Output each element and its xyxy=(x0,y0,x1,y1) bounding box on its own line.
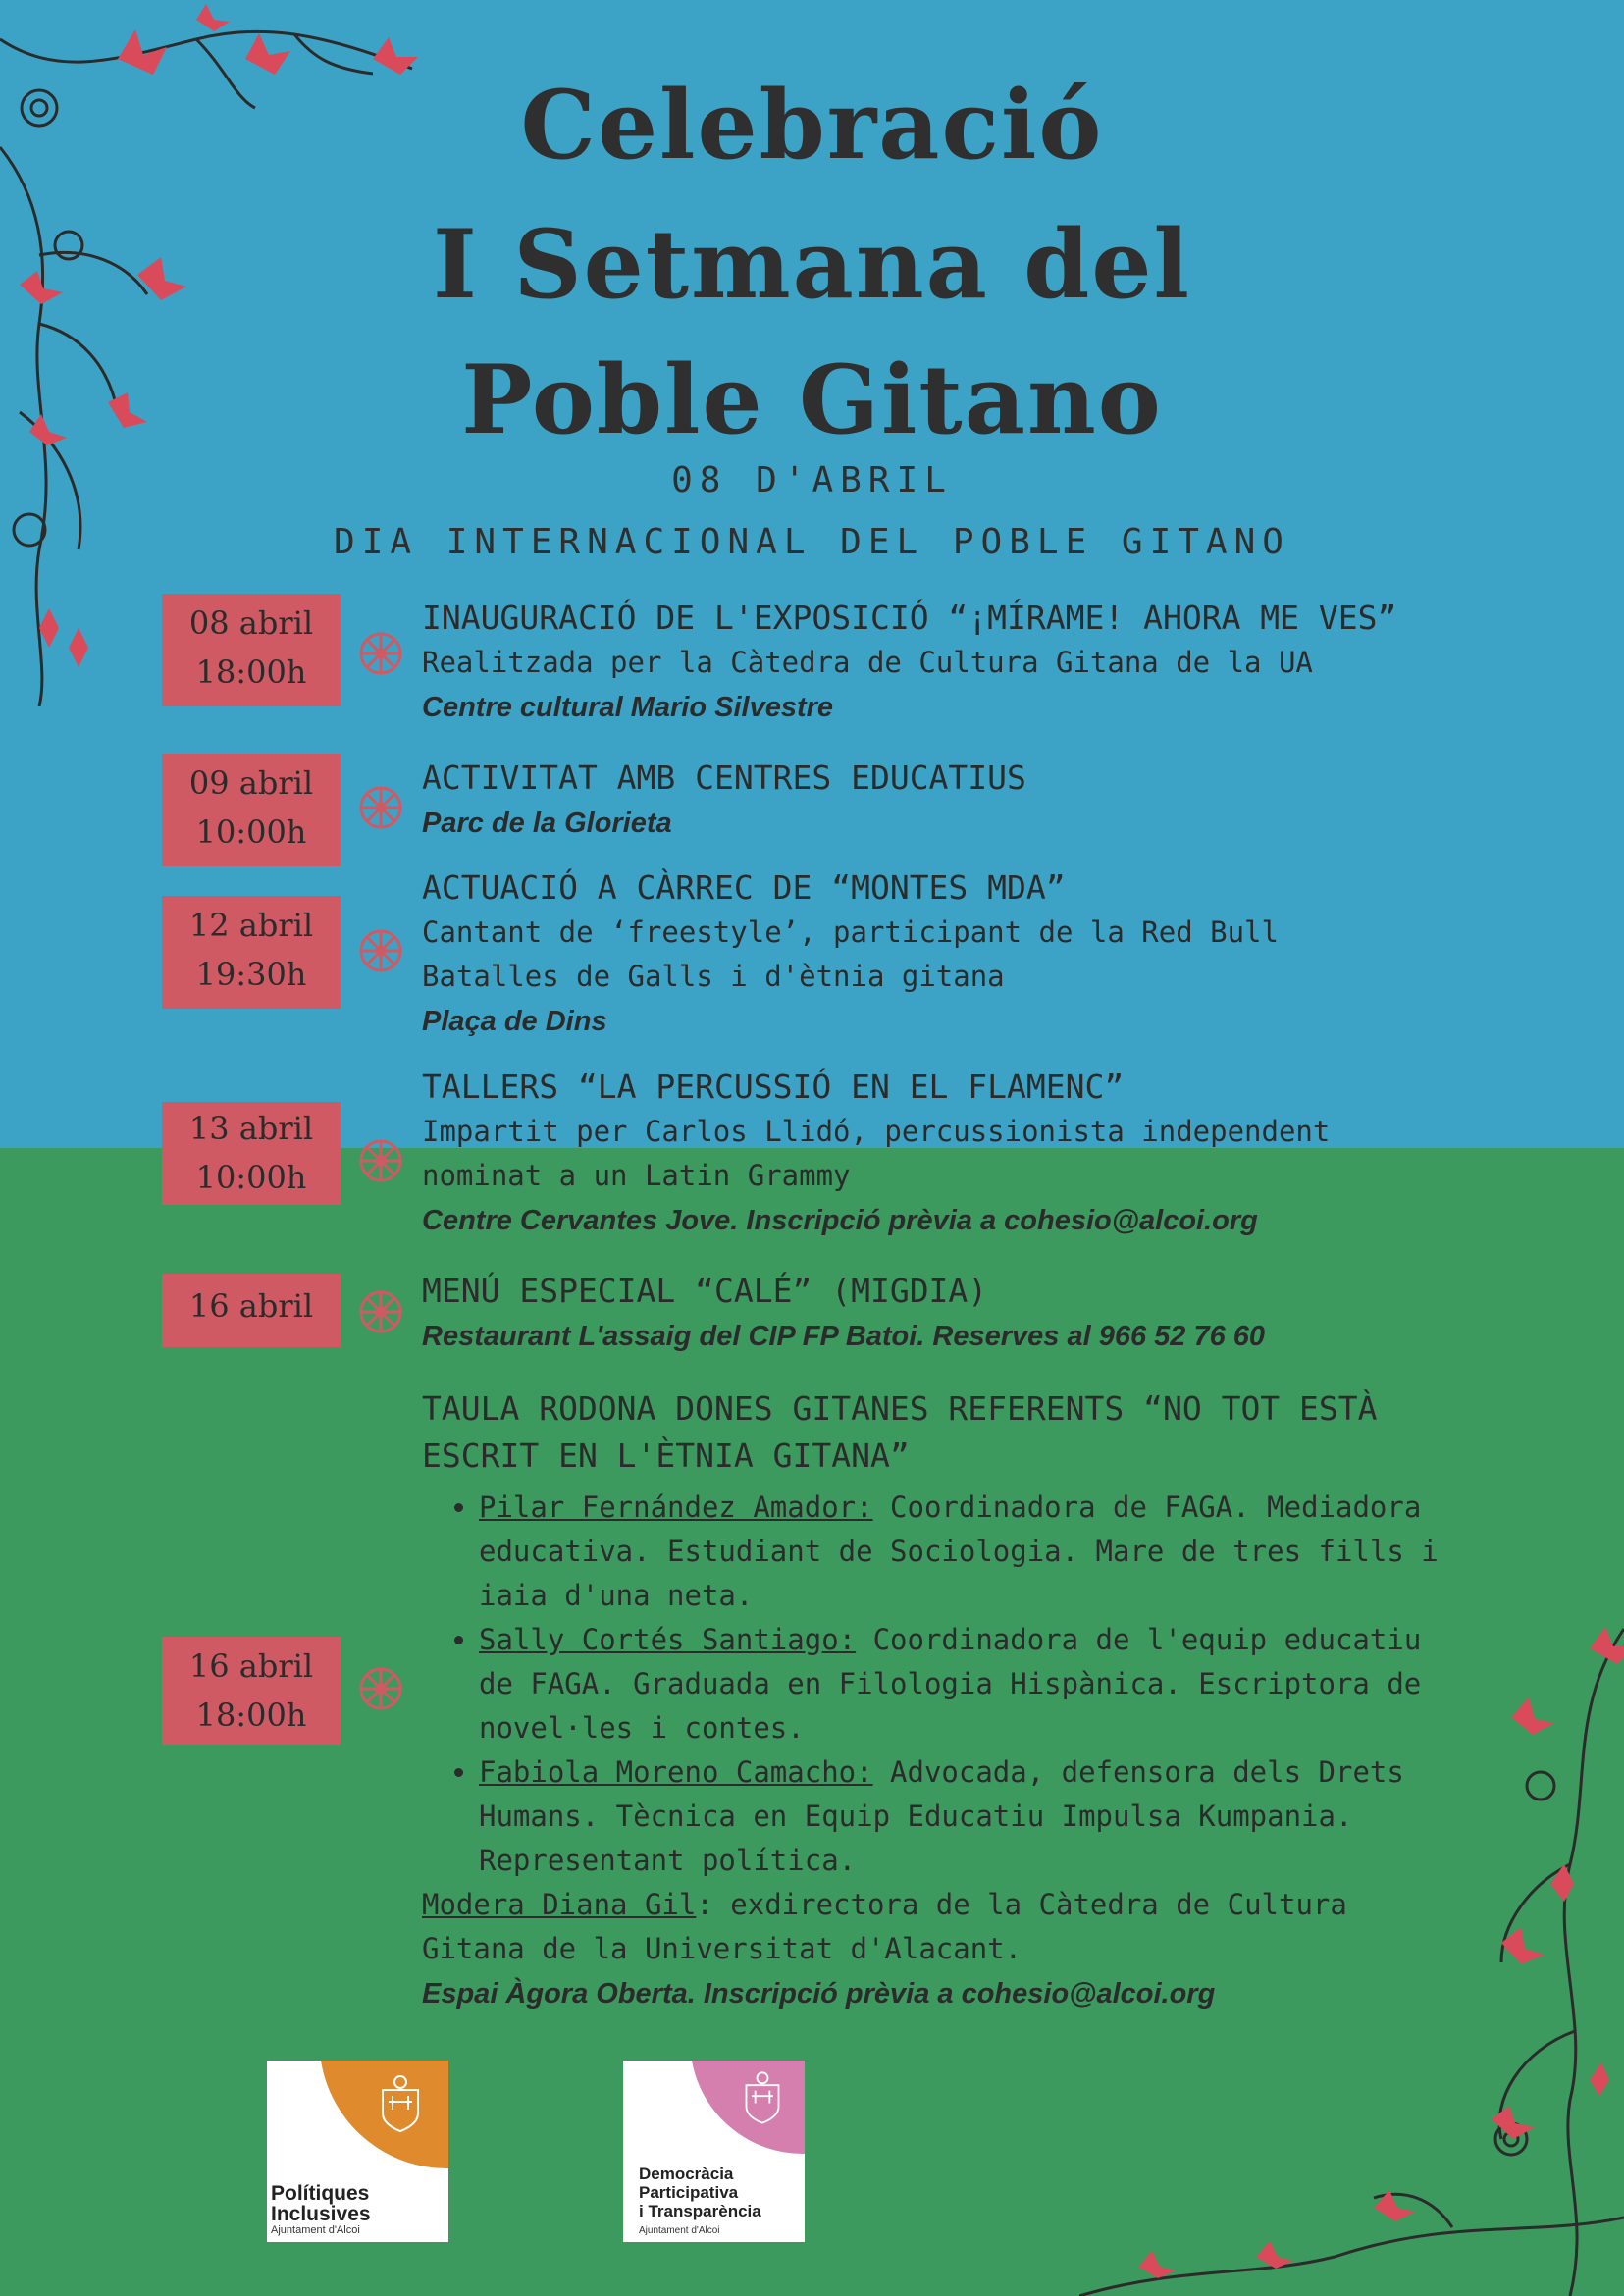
event-time: 18:00h xyxy=(195,1696,307,1734)
logo-small-text: Ajuntament d'Alcoi xyxy=(271,2224,360,2236)
event-title: TALLERS “LA PERCUSSIÓ EN EL FLAMENC” xyxy=(422,1068,1125,1106)
event-location: Centre Cervantes Jove. Inscripció prèvia a cohesio@alcoi.org xyxy=(422,1205,1258,1236)
moderator xyxy=(422,1883,1384,1971)
wheel-icon xyxy=(358,1289,403,1334)
date-box-4 xyxy=(162,1102,341,1205)
event-description: Cantant de ‘freestyle’, participant de la Red Bull Batalles de Galls i d'ètnia gitana xyxy=(422,915,1279,993)
event-location: Parc de la Glorieta xyxy=(422,808,672,839)
logo-politiques-inclusives xyxy=(267,2061,448,2242)
event-5 xyxy=(422,1269,1501,1359)
speaker-bio: Advocada, defensora dels Drets Humans. Tècnica en Equip Educatiu Impulsa Kumpania. Representant política. xyxy=(479,1755,1404,1877)
event-time: 19:30h xyxy=(195,956,307,993)
logo-title xyxy=(639,2165,761,2220)
date-box-3 xyxy=(162,896,341,1009)
date-heading: 08 D'ABRIL xyxy=(671,460,953,500)
logo-line-1: Polítiques xyxy=(271,2182,370,2205)
event-description: Realitzada per la Càtedra de Cultura Gitana de la UA xyxy=(422,646,1313,679)
logo-democracia-participativa xyxy=(623,2061,805,2242)
event-6 xyxy=(422,1385,1452,2016)
event-title: TAULA RODONA DONES GITANES REFERENTS “NO TOT ESTÀ ESCRIT EN L'ÈTNIA GITANA” xyxy=(422,1389,1378,1475)
title-line-3: Poble Gitano xyxy=(461,344,1163,455)
speaker-name: Pilar Fernández Amador: xyxy=(479,1490,873,1524)
event-4 xyxy=(422,1065,1384,1243)
event-date: 16 abril xyxy=(188,1287,314,1325)
title-line-2: I Setmana del xyxy=(433,209,1191,320)
speaker-name: Fabiola Moreno Camacho: xyxy=(479,1755,873,1789)
speaker-item xyxy=(479,1618,1460,1750)
date-box-6 xyxy=(162,1637,341,1745)
event-date: 08 abril xyxy=(188,604,314,642)
event-location: Plaça de Dins xyxy=(422,1006,607,1037)
event-title: MENÚ ESPECIAL “CALÉ” (MIGDIA) xyxy=(422,1272,988,1310)
date-box-2 xyxy=(162,754,341,866)
wheel-icon xyxy=(358,1138,403,1183)
event-time: 18:00h xyxy=(195,653,307,691)
wheel-icon xyxy=(358,1666,403,1711)
logo-line-2: Participativa xyxy=(639,2183,739,2202)
logo-line-1: Democràcia xyxy=(639,2165,734,2183)
logo-line-3: i Transparència xyxy=(639,2202,761,2220)
event-location: Centre cultural Mario Silvestre xyxy=(422,692,834,723)
logo-line-2: Inclusives xyxy=(271,2203,371,2225)
event-date: 16 abril xyxy=(188,1647,314,1685)
speaker-item xyxy=(479,1750,1460,1883)
event-description: Impartit per Carlos Llidó, percussionista independent nominat a un Latin Grammy xyxy=(422,1115,1331,1192)
speaker-name: Sally Cortés Santiago: xyxy=(479,1623,857,1656)
wheel-icon xyxy=(358,785,403,830)
event-title: ACTIVITAT AMB CENTRES EDUCATIUS xyxy=(422,758,1026,797)
speaker-bio: Coordinadora de FAGA. Mediadora educativa. Estudiant de Sociologia. Mare de tres fills i iaia d'una neta. xyxy=(479,1490,1439,1612)
wheel-icon xyxy=(358,928,403,973)
moderator-bio: : exdirectora de la Càtedra de Cultura Gitana de la Universitat d'Alacant. xyxy=(422,1888,1347,1965)
crest-icon xyxy=(741,2070,784,2125)
crest-icon xyxy=(377,2074,424,2133)
logo-title xyxy=(271,2183,371,2224)
speaker-bio: Coordinadora de l'equip educatiu de FAGA. Graduada en Filologia Hispànica. Escriptora de novel·les i contes. xyxy=(479,1623,1422,1745)
event-3 xyxy=(422,865,1403,1044)
wheel-icon xyxy=(358,631,403,676)
event-time: 10:00h xyxy=(195,1159,307,1196)
event-location: Espai Àgora Oberta. Inscripció prèvia a cohesio@alcoi.org xyxy=(422,1978,1216,2009)
event-1 xyxy=(422,596,1501,730)
event-title: INAUGURACIÓ DE L'EXPOSICIÓ “¡MÍRAME! AHORA ME VES” xyxy=(422,599,1397,637)
event-2 xyxy=(422,756,1501,846)
subtitle-heading: DIA INTERNACIONAL DEL POBLE GITANO xyxy=(334,522,1290,562)
event-date: 09 abril xyxy=(188,764,314,802)
speaker-item xyxy=(479,1486,1460,1618)
moderator-name: Modera Diana Gil xyxy=(422,1888,697,1921)
event-date: 13 abril xyxy=(188,1110,314,1147)
event-location: Restaurant L'assaig del CIP FP Batoi. Reserves al 966 52 76 60 xyxy=(422,1321,1266,1352)
event-date: 12 abril xyxy=(188,907,314,944)
date-box-5 xyxy=(162,1274,341,1347)
speaker-list xyxy=(422,1486,1460,1883)
title-line-1: Celebració xyxy=(520,70,1104,181)
event-title: ACTUACIÓ A CÀRREC DE “MONTES MDA” xyxy=(422,868,1066,907)
event-time: 10:00h xyxy=(195,813,307,851)
logo-small-text: Ajuntament d'Alcoi xyxy=(639,2225,720,2236)
date-box-1 xyxy=(162,594,341,706)
